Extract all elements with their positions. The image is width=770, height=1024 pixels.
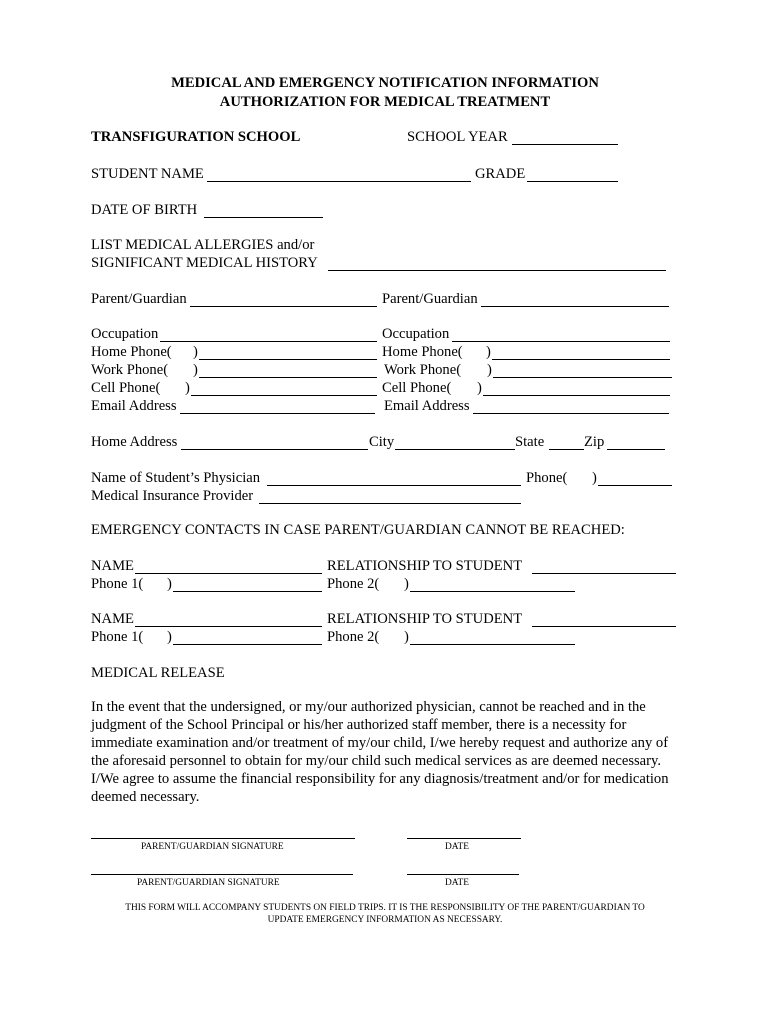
work-phone2-paren: ) bbox=[487, 362, 492, 378]
allergies-label-line1: LIST MEDICAL ALLERGIES and/or bbox=[91, 237, 315, 253]
medical-release-heading: MEDICAL RELEASE bbox=[91, 665, 225, 681]
emergency2-phone2-paren: ) bbox=[404, 629, 409, 645]
parent2-label: Parent/Guardian bbox=[382, 291, 478, 307]
grade-label: GRADE bbox=[475, 166, 526, 182]
home-phone1-label: Home Phone( bbox=[91, 344, 172, 360]
state-label: State bbox=[515, 434, 545, 450]
insurance-label: Medical Insurance Provider bbox=[91, 488, 254, 504]
emergency2-phone1-paren: ) bbox=[167, 629, 172, 645]
emergency1-name-label: NAME bbox=[91, 558, 134, 574]
occupation2-label: Occupation bbox=[382, 326, 450, 342]
emergency2-phone2-label: Phone 2( bbox=[327, 629, 380, 645]
date1-field[interactable] bbox=[407, 837, 521, 839]
emergency2-relationship-label: RELATIONSHIP TO STUDENT bbox=[327, 611, 523, 627]
signature1-field[interactable] bbox=[91, 837, 355, 839]
footer-note bbox=[60, 902, 710, 926]
physician-phone-label: Phone( bbox=[526, 470, 568, 486]
emergency1-relationship-label: RELATIONSHIP TO STUDENT bbox=[327, 558, 523, 574]
date2-field[interactable] bbox=[407, 873, 519, 875]
parent1-field[interactable] bbox=[190, 292, 377, 307]
emergency2-phone1-field[interactable] bbox=[173, 630, 322, 645]
cell-phone1-paren: ) bbox=[185, 380, 190, 396]
work-phone2-label: Work Phone( bbox=[384, 362, 462, 378]
school-name: TRANSFIGURATION SCHOOL bbox=[91, 129, 301, 145]
email1-label: Email Address bbox=[91, 398, 177, 414]
work-phone1-field[interactable] bbox=[199, 363, 377, 378]
signature2-label: PARENT/GUARDIAN SIGNATURE bbox=[137, 878, 280, 888]
emergency2-name-label: NAME bbox=[91, 611, 134, 627]
school-year-field[interactable] bbox=[512, 130, 618, 145]
emergency2-relationship-field[interactable] bbox=[532, 612, 676, 627]
email2-field[interactable] bbox=[473, 399, 669, 414]
footer-line1: THIS FORM WILL ACCOMPANY STUDENTS ON FIELD TRIPS. IT IS THE RESPONSIBILITY OF THE PARENT/GUARDIAN TO bbox=[125, 903, 645, 913]
cell-phone2-field[interactable] bbox=[483, 381, 670, 396]
state-field[interactable] bbox=[549, 435, 584, 450]
city-label: City bbox=[369, 434, 395, 450]
home-phone2-field[interactable] bbox=[492, 345, 670, 360]
physician-phone-paren: ) bbox=[592, 470, 597, 486]
emergency1-phone2-field[interactable] bbox=[410, 577, 575, 592]
work-phone1-paren: ) bbox=[193, 362, 198, 378]
city-field[interactable] bbox=[395, 435, 515, 450]
zip-label: Zip bbox=[584, 434, 605, 450]
physician-field[interactable] bbox=[267, 471, 521, 486]
cell-phone1-field[interactable] bbox=[191, 381, 377, 396]
student-name-label: STUDENT NAME bbox=[91, 166, 204, 182]
home-phone2-paren: ) bbox=[486, 344, 491, 360]
work-phone1-label: Work Phone( bbox=[91, 362, 169, 378]
student-name-field[interactable] bbox=[207, 167, 471, 182]
home-phone1-field[interactable] bbox=[199, 345, 377, 360]
cell-phone2-label: Cell Phone( bbox=[382, 380, 452, 396]
dob-label: DATE OF BIRTH bbox=[91, 202, 198, 218]
occupation1-field[interactable] bbox=[160, 327, 377, 342]
emergency2-name-field[interactable] bbox=[135, 612, 322, 627]
allergies-field[interactable] bbox=[328, 256, 666, 271]
emergency1-relationship-field[interactable] bbox=[532, 559, 676, 574]
physician-phone-field[interactable] bbox=[598, 471, 672, 486]
emergency1-phone1-field[interactable] bbox=[173, 577, 322, 592]
emergency1-phone1-label: Phone 1( bbox=[91, 576, 144, 592]
emergency1-name-field[interactable] bbox=[135, 559, 322, 574]
grade-field[interactable] bbox=[527, 167, 618, 182]
emergency2-phone2-field[interactable] bbox=[410, 630, 575, 645]
parent2-field[interactable] bbox=[481, 292, 669, 307]
work-phone2-field[interactable] bbox=[493, 363, 672, 378]
zip-field[interactable] bbox=[607, 435, 665, 450]
occupation2-field[interactable] bbox=[452, 327, 670, 342]
email1-field[interactable] bbox=[180, 399, 375, 414]
insurance-field[interactable] bbox=[259, 489, 521, 504]
emergency1-phone2-label: Phone 2( bbox=[327, 576, 380, 592]
date1-label: DATE bbox=[445, 842, 469, 852]
cell-phone1-label: Cell Phone( bbox=[91, 380, 161, 396]
emergency1-phone2-paren: ) bbox=[404, 576, 409, 592]
form-title-line1: MEDICAL AND EMERGENCY NOTIFICATION INFORMATION bbox=[171, 75, 599, 91]
signature1-label: PARENT/GUARDIAN SIGNATURE bbox=[141, 842, 284, 852]
form-title-line2: AUTHORIZATION FOR MEDICAL TREATMENT bbox=[219, 94, 551, 110]
emergency-heading: EMERGENCY CONTACTS IN CASE PARENT/GUARDIAN CANNOT BE REACHED: bbox=[91, 522, 625, 538]
emergency2-phone1-label: Phone 1( bbox=[91, 629, 144, 645]
home-phone1-paren: ) bbox=[193, 344, 198, 360]
cell-phone2-paren: ) bbox=[477, 380, 482, 396]
occupation1-label: Occupation bbox=[91, 326, 159, 342]
school-year-label: SCHOOL YEAR bbox=[407, 129, 508, 145]
physician-label: Name of Student’s Physician bbox=[91, 470, 261, 486]
date2-label: DATE bbox=[445, 878, 469, 888]
parent1-label: Parent/Guardian bbox=[91, 291, 187, 307]
medical-release-text: In the event that the undersigned, or my/our authorized physician, cannot be reached and in the judgment of the School Principal or his/her authorized staff member, there is a necessity for immediate examination and/or treatment of my/our child, I/we hereby request and authorize any of the aforesaid personnel to obtain for my/our child such medical services as are deemed necessary. I/We agree to assume the financial responsibility for any diagnosis/treatment and/or for medication deemed necessary. bbox=[91, 699, 669, 805]
home-address-label: Home Address bbox=[91, 434, 178, 450]
home-phone2-label: Home Phone( bbox=[382, 344, 463, 360]
home-address-field[interactable] bbox=[181, 435, 368, 450]
allergies-label-line2: SIGNIFICANT MEDICAL HISTORY bbox=[91, 255, 318, 271]
emergency1-phone1-paren: ) bbox=[167, 576, 172, 592]
email2-label: Email Address bbox=[384, 398, 470, 414]
dob-field[interactable] bbox=[204, 203, 323, 218]
signature2-field[interactable] bbox=[91, 873, 353, 875]
footer-line2: UPDATE EMERGENCY INFORMATION AS NECESSARY. bbox=[267, 915, 503, 925]
